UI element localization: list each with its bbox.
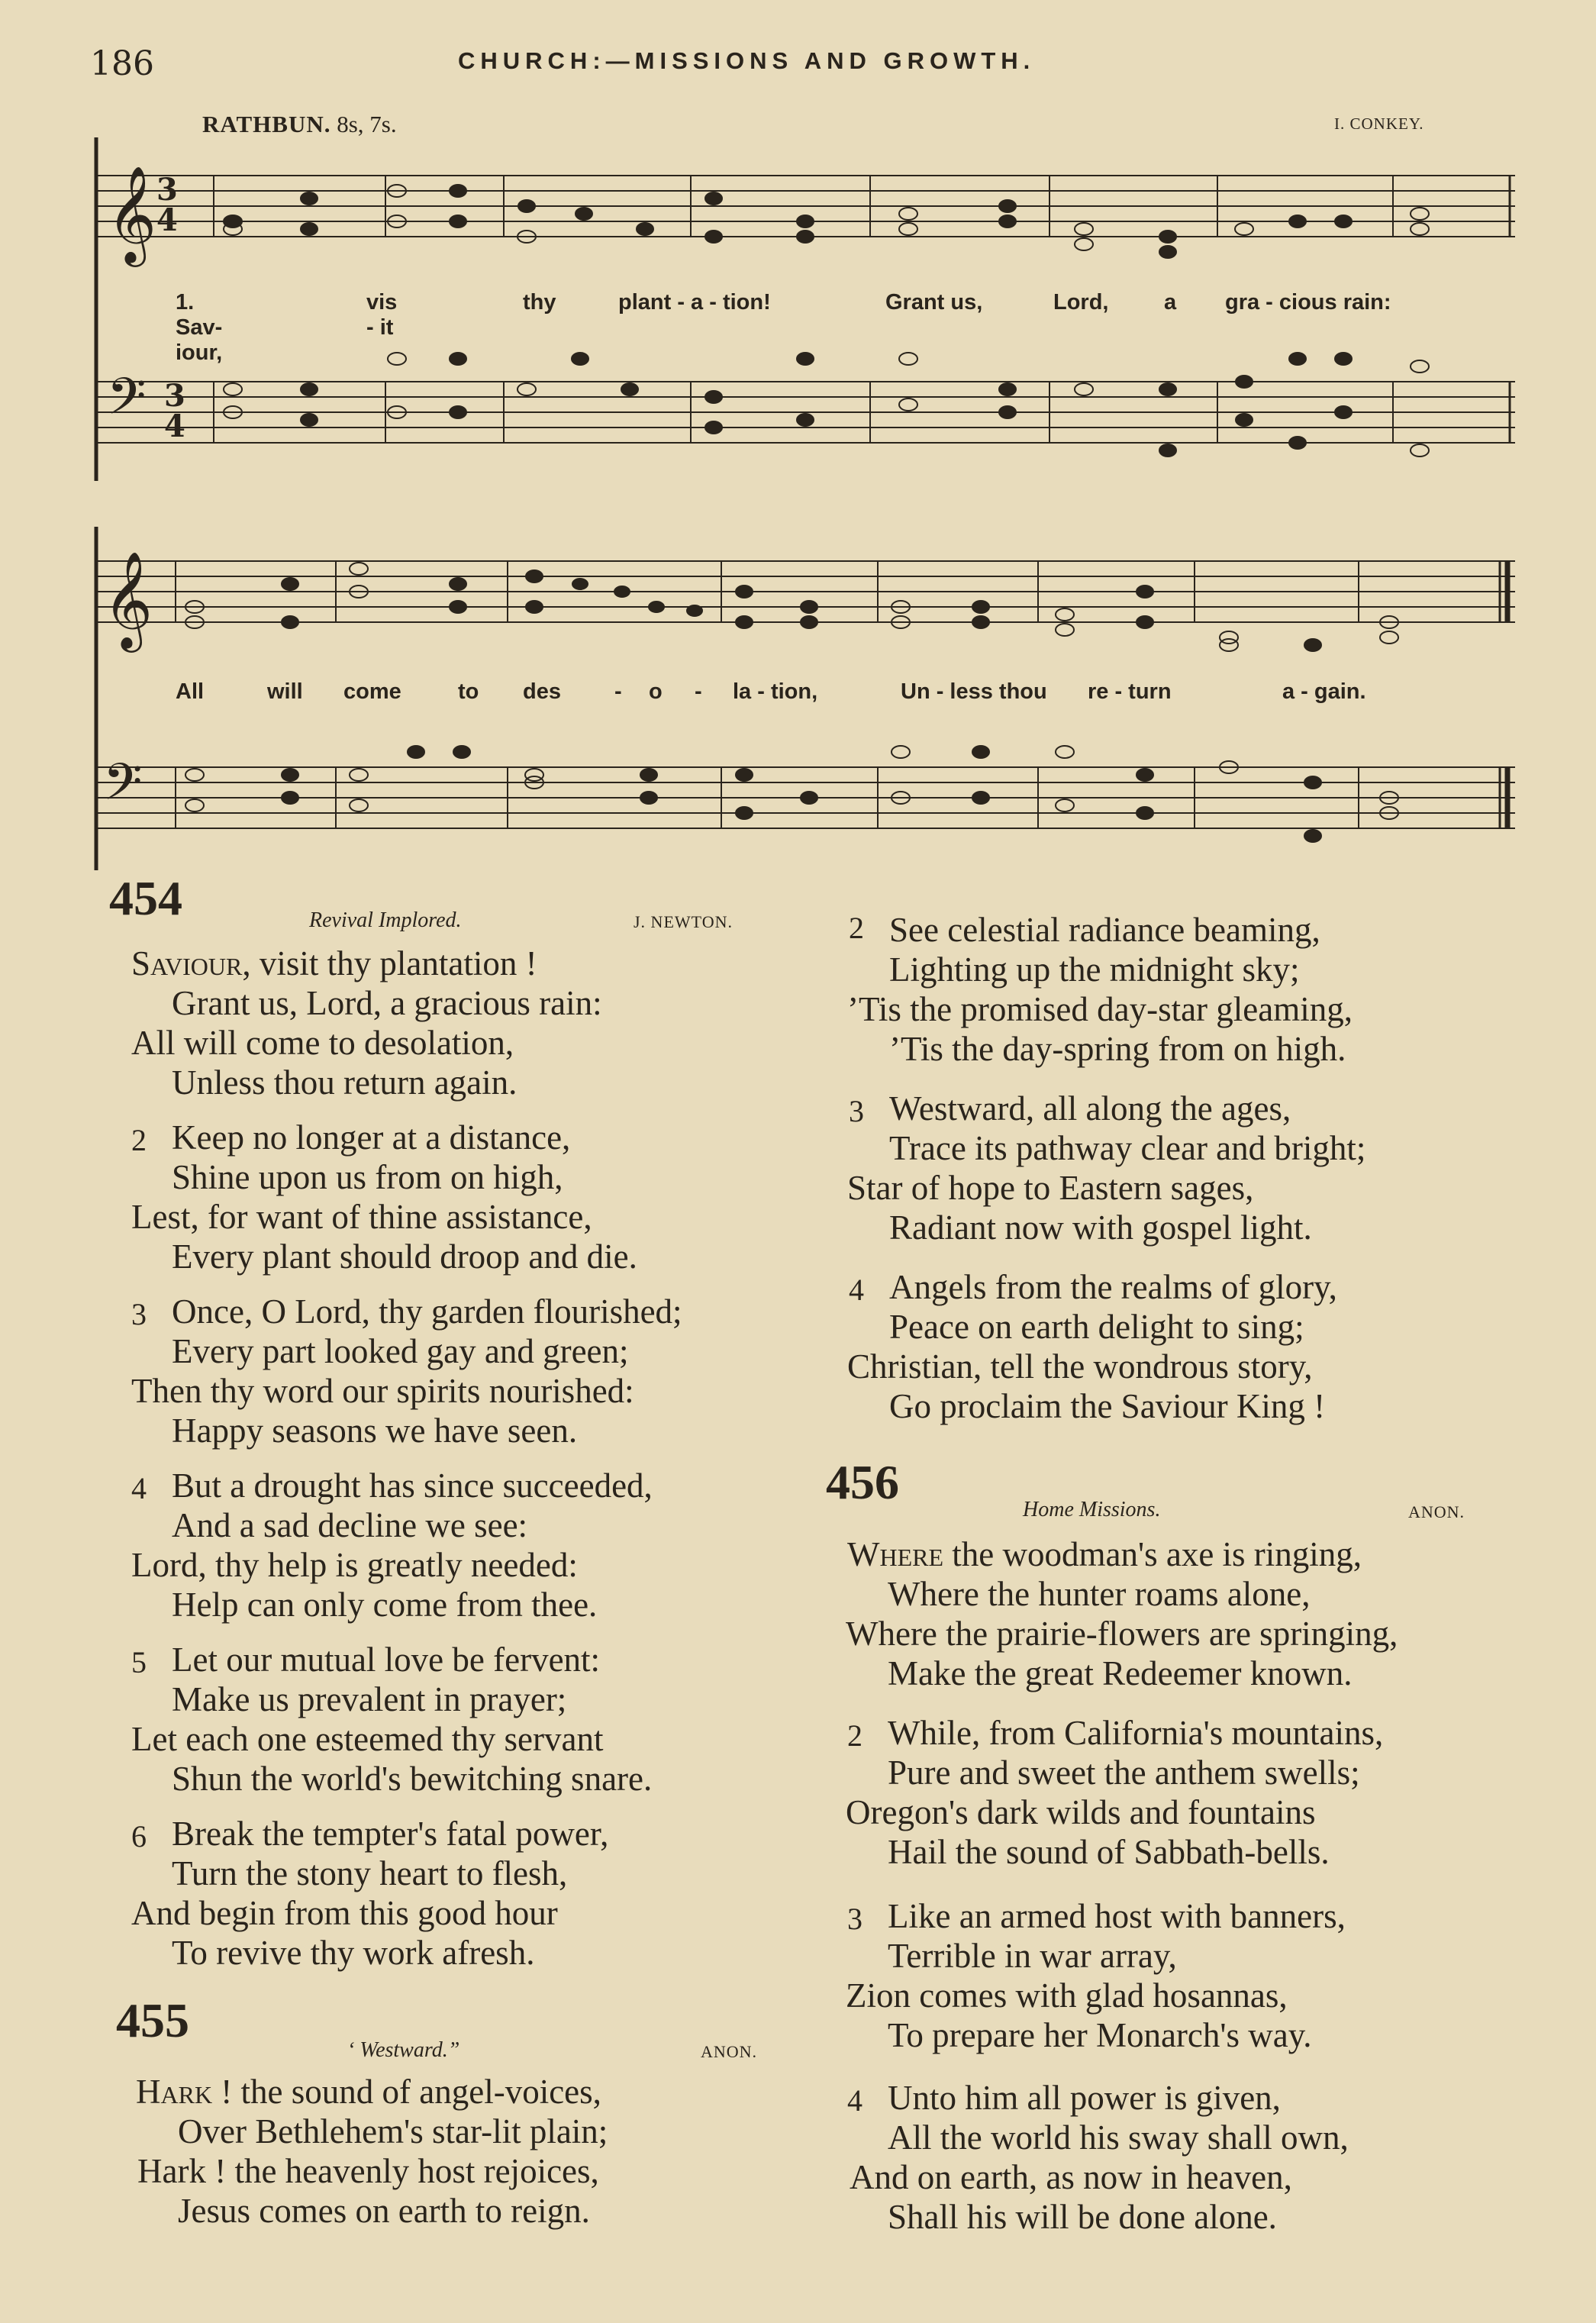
verse-line: Every plant should droop and die. [172, 1237, 637, 1276]
verse-line: Lord, thy help is greatly needed: [131, 1546, 578, 1584]
svg-text:3: 3 [156, 172, 178, 208]
svg-text:4: 4 [164, 408, 185, 444]
stanza-number: 4 [849, 1273, 864, 1307]
verse-line: Happy seasons we have seen. [172, 1412, 578, 1450]
verse-line: Unless thou return again. [172, 1063, 517, 1102]
underlay-syllable: Lord, [1053, 290, 1109, 315]
verse-line: And on earth, as now in heaven, [850, 2158, 1292, 2196]
stanza-number: 3 [849, 1094, 864, 1128]
verse-line: Where the woodman's axe is ringing, [847, 1535, 1362, 1573]
treble-clef-icon: 𝄞 [103, 550, 153, 648]
verse-line: Christian, tell the wondrous story, [847, 1347, 1313, 1386]
verse-line: Angels from the realms of glory, [889, 1268, 1337, 1306]
underlay-syllable: a [1164, 290, 1177, 315]
underlay-syllable: la - tion, [733, 679, 818, 704]
verse-line: Keep no longer at a distance, [172, 1118, 571, 1157]
verse-line: Pure and sweet the anthem swells; [888, 1754, 1360, 1792]
underlay-syllable: Un - less thou [901, 679, 1047, 704]
music-score [0, 0, 1596, 916]
svg-text:4: 4 [156, 202, 178, 238]
verse-line: Like an armed host with banners, [888, 1897, 1346, 1935]
hymn-title: Revival Implored. [309, 908, 462, 932]
verse-line: To prepare her Monarch's way. [888, 2016, 1312, 2054]
verse-line: Help can only come from thee. [172, 1586, 598, 1624]
verse-line: Trace its pathway clear and bright; [889, 1129, 1366, 1167]
stanza-number: 4 [131, 1471, 147, 1505]
stanza-number: 2 [131, 1123, 147, 1157]
underlay-syllable: to [458, 679, 479, 704]
stanza-number: 4 [847, 2083, 862, 2118]
stanza-number: 3 [847, 1902, 862, 1936]
verse-line: Make the great Redeemer known. [888, 1654, 1353, 1692]
verse-line: Then thy word our spirits nourished: [131, 1372, 634, 1410]
stanza-number: 2 [849, 911, 864, 945]
underlay-syllable: - [614, 679, 622, 704]
verse-line: ’Tis the day-spring from on high. [889, 1030, 1346, 1068]
hymn-author: J. NEWTON. [634, 912, 733, 931]
verse-line: To revive thy work afresh. [172, 1934, 535, 1972]
tune-composer: I. CONKEY. [1334, 115, 1424, 133]
verse-line: Saviour, visit thy plantation ! [131, 944, 537, 982]
hymn-number: 454 [109, 871, 182, 925]
verse-line: Star of hope to Eastern sages, [847, 1169, 1254, 1207]
page-number: 186 [90, 44, 154, 83]
verse-line: Jesus comes on earth to reign. [178, 2192, 590, 2230]
underlay-syllable: All [176, 679, 205, 704]
clefs-1 [107, 165, 185, 444]
verse-line: Unto him all power is given, [888, 2079, 1281, 2117]
verse-line: Let our mutual love be fervent: [172, 1641, 601, 1679]
verse-line: Oregon's dark wilds and fountains [846, 1793, 1316, 1831]
verse-line: And begin from this good hour [131, 1894, 558, 1932]
verse-line: All the world his sway shall own, [888, 2118, 1349, 2157]
tune-meter: 8s, 7s. [337, 111, 397, 137]
verse-line: Terrible in war array, [888, 1937, 1177, 1975]
verse-line: Where the prairie-flowers are springing, [846, 1615, 1398, 1653]
verse-line: Westward, all along the ages, [889, 1089, 1291, 1128]
verse-line: Turn the stony heart to flesh, [172, 1854, 568, 1892]
underlay-syllable: des [523, 679, 561, 704]
stanza-number: 3 [131, 1297, 147, 1331]
treble-clef-icon: 𝄞 [107, 165, 157, 263]
verse-line: Once, O Lord, thy garden flourished; [172, 1292, 682, 1331]
stanza-number: 2 [847, 1718, 862, 1753]
verse-line: Make us prevalent in prayer; [172, 1680, 567, 1718]
hymn-number: 455 [116, 1993, 189, 2047]
bass-clef-icon: 𝄢 [103, 753, 143, 824]
underlay-syllable: o [649, 679, 663, 704]
verse-line: Hark ! the sound of angel-voices, [136, 2073, 601, 2111]
underlay-syllable: gra - cious rain: [1225, 290, 1391, 315]
verse-line: Go proclaim the Saviour King ! [889, 1387, 1326, 1425]
verse-line: Hark ! the heavenly host rejoices, [137, 2152, 599, 2190]
verse-line: Lighting up the midnight sky; [889, 950, 1300, 989]
verse-line: Break the tempter's fatal power, [172, 1815, 609, 1853]
tune-name: RATHBUN. [202, 111, 331, 137]
verse-line: Zion comes with glad hosannas, [846, 1976, 1288, 2015]
verse-line: But a drought has since succeeded, [172, 1466, 653, 1505]
verse-line: Every part looked gay and green; [172, 1332, 629, 1370]
underlay-syllable: 1. Sav-iour, [176, 290, 223, 365]
underlay-syllable: plant - a - tion! [618, 290, 771, 315]
hymn-author: ANON. [1408, 1502, 1465, 1521]
verse-line: And a sad decline we see: [172, 1506, 528, 1544]
svg-text:3: 3 [164, 378, 185, 414]
verse-line: Shall his will be done alone. [888, 2198, 1277, 2236]
hymn-title: ‘ Westward.” [347, 2038, 460, 2062]
verse-line: Lest, for want of thine assistance, [131, 1198, 592, 1236]
verse-line: Over Bethlehem's star-lit plain; [178, 2112, 608, 2150]
verse-line: Shine upon us from on high, [172, 1158, 563, 1196]
verse-line: While, from California's mountains, [888, 1714, 1384, 1752]
underlay-syllable: vis - it [366, 290, 398, 340]
underlay-syllable: Grant us, [885, 290, 983, 315]
underlay-syllable: thy [523, 290, 556, 315]
underlay-syllable: come [343, 679, 401, 704]
underlay-syllable: re - turn [1088, 679, 1172, 704]
verse-line: Let each one esteemed thy servant [131, 1720, 604, 1758]
verse-line: All will come to desolation, [131, 1024, 514, 1062]
verse-line: See celestial radiance beaming, [889, 911, 1320, 949]
verse-line: Grant us, Lord, a gracious rain: [172, 984, 602, 1022]
verse-line: Peace on earth delight to sing; [889, 1308, 1304, 1346]
bass-clef-icon: 𝄢 [107, 367, 147, 438]
hymn-number: 456 [826, 1455, 899, 1509]
hymn-author: ANON. [701, 2042, 758, 2061]
underlay-syllable: will [267, 679, 303, 704]
notes-1 [224, 185, 1429, 457]
underlay-syllable: - [695, 679, 702, 704]
section-title: CHURCH:—MISSIONS AND GROWTH. [458, 47, 1036, 74]
underlay-syllable: a - gain. [1282, 679, 1366, 704]
verse-line: ’Tis the promised day-star gleaming, [847, 990, 1353, 1028]
stanza-number: 5 [131, 1645, 147, 1679]
hymn-title: Home Missions. [1023, 1498, 1161, 1521]
verse-line: Shun the world's bewitching snare. [172, 1760, 653, 1798]
verse-line: Radiant now with gospel light. [889, 1208, 1312, 1247]
verse-line: Hail the sound of Sabbath-bells. [888, 1833, 1330, 1871]
verse-line: Where the hunter roams alone, [888, 1575, 1311, 1613]
stanza-number: 6 [131, 1819, 147, 1854]
